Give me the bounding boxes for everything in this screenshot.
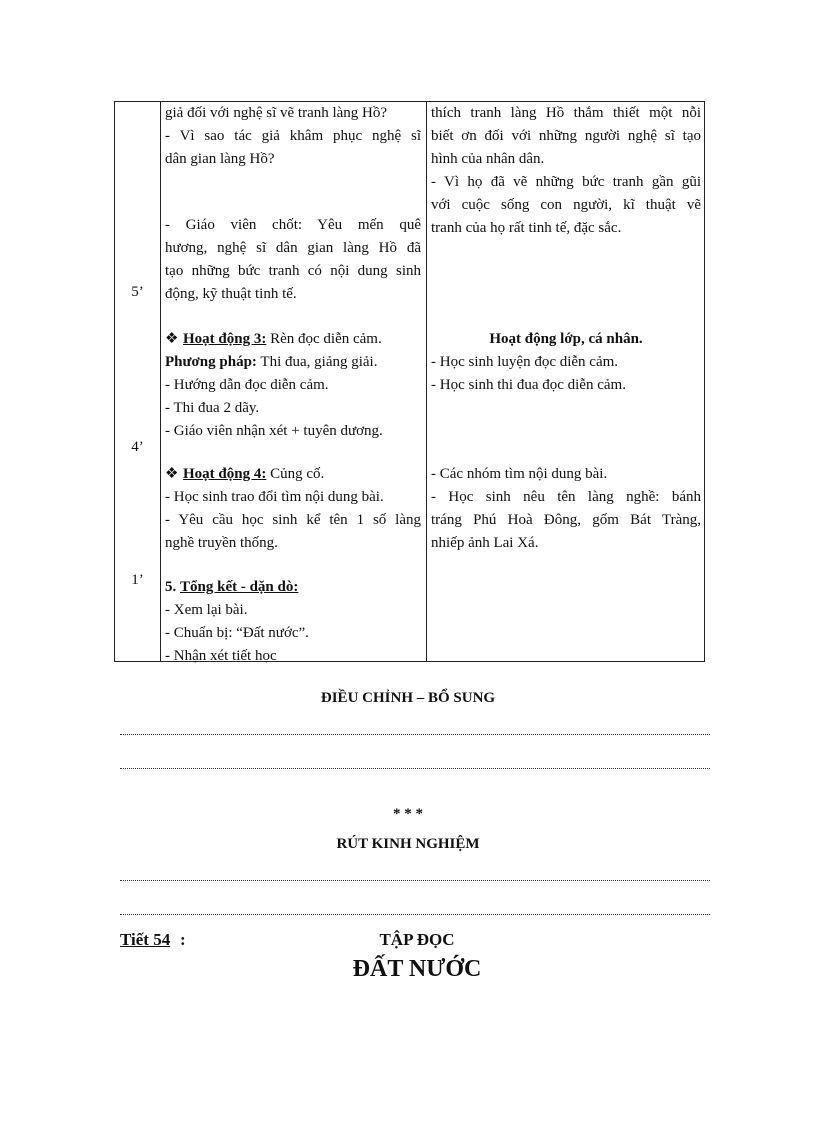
student-activity-4-item: nhiếp ảnh Lai Xá.: [431, 535, 539, 551]
student-line: - Vì họ đã vẽ những bức tranh gần gũi: [431, 174, 701, 190]
student-activity-4-item: tráng Phú Hoà Đông, gốm Bát Tràng,: [431, 512, 701, 528]
student-answer-block: [431, 102, 701, 240]
column-divider: [160, 102, 161, 661]
student-line: hình của nhân dân.: [431, 151, 545, 167]
student-line: với cuộc sống con người, kĩ thuật vẽ: [431, 197, 701, 213]
teacher-conclusion-block: [165, 214, 421, 306]
teacher-line: động, kỹ thuật tinh tế.: [165, 286, 297, 302]
closing-item: - Nhận xét tiết học: [165, 648, 277, 664]
time-mark: 1’: [131, 572, 144, 588]
method-label: Phương pháp:: [165, 354, 257, 370]
activity-4-title-rest: Củng cố.: [266, 466, 325, 482]
column-divider: [426, 102, 427, 661]
experience-heading: RÚT KINH NGHIỆM: [336, 836, 480, 852]
activity-4-block: [165, 463, 421, 555]
student-line: thích tranh làng Hồ thắm thiết một nỗi: [431, 105, 701, 121]
activity-4-heading: [165, 463, 421, 486]
dotted-line: [120, 766, 710, 769]
closing-block: [165, 576, 421, 668]
student-line: biết ơn đối với những người nghệ sĩ tạo: [431, 128, 701, 144]
lesson-subject: TẬP ĐỌC: [379, 930, 455, 949]
activity-4-item: nghề truyền thống.: [165, 535, 278, 551]
dotted-line: [120, 878, 710, 881]
lesson-plan-table: [114, 101, 705, 662]
activity-3-item: - Hướng dẫn đọc diễn cảm.: [165, 377, 329, 393]
closing-title: Tổng kết - dặn dò:: [180, 579, 299, 595]
student-activity-3-block: [431, 328, 701, 397]
lesson-number-colon: :: [180, 930, 186, 949]
student-activity-3-item: - Học sinh luyện đọc diễn cảm.: [431, 354, 619, 370]
teacher-line: hương, nghệ sĩ dân gian làng Hồ đã: [165, 240, 421, 256]
student-activity-3-heading: Hoạt động lớp, cá nhân.: [489, 331, 643, 347]
student-activity-4-item: - Học sinh nêu tên làng nghề: bánh: [431, 489, 701, 505]
method-text: Thi đua, giảng giải.: [256, 354, 378, 370]
time-mark: 5’: [131, 284, 144, 300]
student-line: tranh của họ rất tinh tế, đặc sắc.: [431, 220, 622, 236]
closing-heading: [165, 576, 421, 599]
activity-3-item: - Thi đua 2 dãy.: [165, 400, 260, 416]
activity-4-title: Hoạt động 4:: [183, 466, 267, 482]
student-activity-4-item: - Các nhóm tìm nội dung bài.: [431, 466, 608, 482]
activity-3-method: [165, 351, 421, 374]
lesson-number: Tiết 54: [120, 930, 171, 949]
student-activity-4-block: [431, 463, 701, 555]
time-mark: 4’: [131, 439, 144, 455]
activity-4-item: - Học sinh trao đổi tìm nội dung bài.: [165, 489, 384, 505]
teacher-line: tạo những bức tranh có nội dung sinh: [165, 263, 421, 279]
diamond-bullet-icon: ❖: [165, 331, 179, 347]
activity-3-title: Hoạt động 3:: [183, 331, 267, 347]
separator-stars: * * *: [393, 806, 423, 822]
closing-number: 5.: [165, 579, 177, 595]
teacher-line: - Giáo viên chốt: Yêu mến quê: [165, 217, 421, 233]
teacher-line: - Vì sao tác giả khâm phục nghệ sĩ: [165, 128, 421, 144]
activity-3-title-rest: Rèn đọc diễn cảm.: [266, 331, 382, 347]
activity-3-item: - Giáo viên nhận xét + tuyên dương.: [165, 423, 383, 439]
activity-3-block: [165, 328, 421, 443]
teacher-line: dân gian làng Hồ?: [165, 151, 275, 167]
lesson-title: ĐẤT NƯỚC: [352, 956, 482, 982]
adjust-heading: ĐIỀU CHỈNH – BỔ SUNG: [320, 690, 496, 706]
closing-item: - Chuẩn bị: “Đất nước”.: [165, 625, 309, 641]
teacher-line: giả đối với nghệ sĩ vẽ tranh làng Hồ?: [165, 105, 388, 121]
student-activity-3-item: - Học sinh thi đua đọc diễn cảm.: [431, 377, 626, 393]
diamond-bullet-icon: ❖: [165, 466, 179, 482]
teacher-question-block: [165, 102, 421, 171]
dotted-line: [120, 732, 710, 735]
activity-3-heading: [165, 328, 421, 351]
closing-item: - Xem lại bài.: [165, 602, 248, 618]
activity-4-item: - Yêu cầu học sinh kể tên 1 số làng: [165, 512, 421, 528]
dotted-line: [120, 912, 710, 915]
